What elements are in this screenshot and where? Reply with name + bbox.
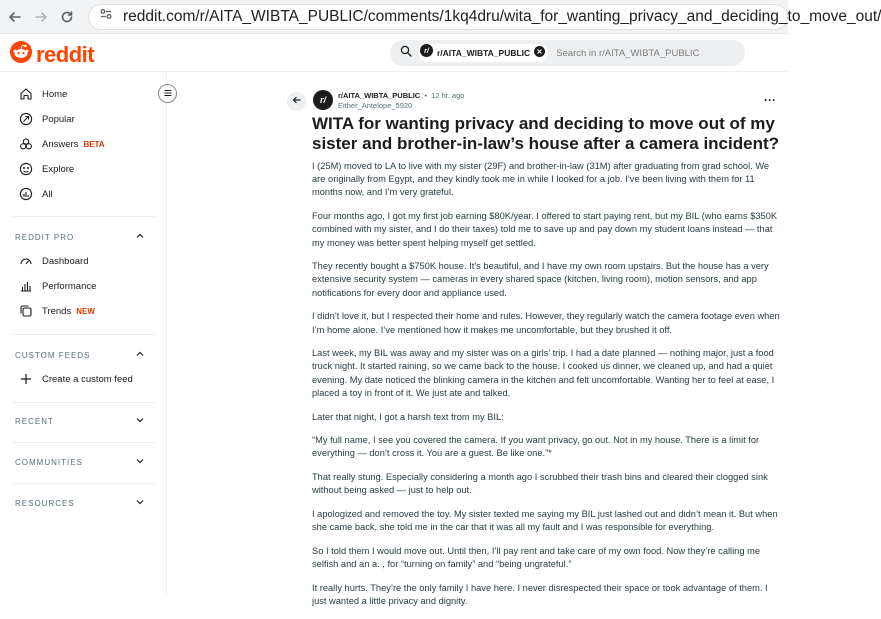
sidebar-item-label: Home xyxy=(42,88,68,100)
reddit-snoo-icon xyxy=(10,41,32,68)
explore-icon xyxy=(18,161,34,177)
custom-feeds-section-header[interactable] xyxy=(15,348,145,362)
post-time: 12 hr. ago xyxy=(431,91,465,100)
post-paragraph: I apologized and removed the toy. My sister texted me saying my BIL just lashed out and didn’t mean it. But when she came back, she told me in the car that it was all my fault and I was responsible for everything. xyxy=(312,509,778,533)
sidebar-item-label: Answers xyxy=(42,138,79,150)
sidebar-item-dashboard[interactable] xyxy=(0,249,160,273)
post-paragraph: That really stung. Especially considering a month ago I scrubbed their trash bins and cleared their clogged sink without being asked — just to help out. xyxy=(312,472,768,496)
reddit-logo[interactable] xyxy=(10,41,94,68)
back-arrow-icon[interactable] xyxy=(6,6,24,28)
reddit-header xyxy=(0,34,788,72)
sidebar-item-label: Popular xyxy=(42,113,75,125)
chip-close-icon[interactable] xyxy=(534,44,545,62)
popular-icon xyxy=(18,111,34,127)
section-header-label: RESOURCES xyxy=(15,498,75,508)
sidebar-item-label: Performance xyxy=(42,280,97,292)
chevron-down-icon[interactable] xyxy=(135,456,145,468)
hamburger-menu-icon xyxy=(163,85,173,103)
post-paragraph: It really hurts. They’re the only family I have here. I never disrespected their space or took advantage of them. I just wanted a little privacy and dignity. xyxy=(312,582,768,607)
subreddit-avatar[interactable] xyxy=(313,90,333,110)
subreddit-link[interactable]: r/AITA_WIBTA_PUBLIC xyxy=(338,91,421,100)
forward-arrow-icon[interactable] xyxy=(32,6,50,28)
svg-text:r/: r/ xyxy=(424,48,429,55)
address-bar[interactable] xyxy=(88,4,881,30)
browser-toolbar xyxy=(0,0,881,34)
sidebar-item-performance[interactable] xyxy=(0,274,160,298)
create-custom-feed-button[interactable] xyxy=(0,367,160,391)
subreddit-search-chip[interactable] xyxy=(418,44,548,62)
dashboard-icon xyxy=(18,253,34,269)
post-title: WITA for wanting privacy and deciding to move out of my sister and brother-in-law’s house after a camera incident? xyxy=(312,114,779,153)
post-paragraph: Last week, my BIL was away and my sister was on a girls’ trip. I had a date planned — nothing major, just a food truck night. It started raining, so we came back to the house. I cooked us dinner, we cleaned up, and had a quiet evening. My date noticed the blinking camera in the kitchen and felt uncomfortable. Wanting her to feel at ease, I placed a toy in front of it. We just ate and talked. xyxy=(312,348,775,398)
performance-icon xyxy=(18,278,34,294)
reload-icon[interactable] xyxy=(58,6,76,28)
chevron-up-icon[interactable] xyxy=(135,349,145,361)
sidebar-item-label: Trends xyxy=(42,305,72,317)
post-paragraph: So I told them I would move out. Until then, I’ll pay rent and take care of my own food. Now they’re calling me selfish and an a. , for “turning on family” and “being ungrateful.” xyxy=(312,545,761,570)
subreddit-logo-icon: r/ xyxy=(319,95,326,105)
resources-section-header[interactable] xyxy=(15,496,145,510)
more-options-icon[interactable]: ··· xyxy=(764,93,776,107)
url-text: reddit.com/r/AITA_WIBTA_PUBLIC/comments/1kq4dru/wita_for_wanting_privacy_and_deciding_to_move_out/ xyxy=(123,7,881,25)
post-paragraph: They recently bought a $750K house. It’s beautiful, and I have my own room upstairs. But the house has a very extensive security system — cameras in every shared space (kitchen, living room), motion sensors, and app notifications for every door and appliance used. xyxy=(312,261,769,298)
post-paragraph: I didn’t love it, but I respected their home and rules. However, they regularly watch the camera footage even when I’m home alone. I’ve mentioned how it makes me uncomfortable, but they brushed it off. xyxy=(312,311,780,335)
left-sidebar xyxy=(0,72,167,596)
post-author[interactable]: Either_Antelope_5920 xyxy=(338,101,413,110)
sidebar-item-popular[interactable] xyxy=(0,107,160,131)
section-header-label: CUSTOM FEEDS xyxy=(15,350,91,360)
section-header-label: COMMUNITIES xyxy=(15,457,83,467)
section-header-label: RECENT xyxy=(15,416,54,426)
post-paragraph: Four months ago, I got my first job earning $80K/year. I offered to start paying rent, but my BIL (who earns $350K combined with my sister, and I do their taxes) told me to save up and pay down my student loans instead — that my money was better spent helping myself get settled. xyxy=(312,211,778,248)
post-paragraph: “My full name, I see you covered the camera. If you want privacy, go out. Not in my house. There is a limit for everything — don’t cross it. You are a guest. Be like one.”* xyxy=(312,435,760,459)
logo-text: reddit xyxy=(36,41,95,67)
plus-icon xyxy=(18,371,34,387)
post-meta xyxy=(338,91,464,100)
sidebar-item-label: Explore xyxy=(42,163,75,175)
chevron-up-icon[interactable] xyxy=(135,231,145,243)
search-bar[interactable] xyxy=(390,40,745,66)
home-icon xyxy=(18,86,34,102)
sidebar-divider xyxy=(12,402,155,403)
chevron-down-icon[interactable] xyxy=(135,415,145,427)
beta-badge: BETA xyxy=(83,139,105,149)
sidebar-item-label: Dashboard xyxy=(42,255,89,267)
search-placeholder: Search in r/AITA_WIBTA_PUBLIC xyxy=(556,47,700,59)
search-chip-label: r/AITA_WIBTA_PUBLIC xyxy=(437,48,531,58)
sidebar-item-answers[interactable] xyxy=(0,132,160,156)
search-icon xyxy=(400,44,412,62)
back-button[interactable] xyxy=(287,92,306,111)
subreddit-chip-avatar-icon xyxy=(420,44,433,62)
sidebar-item-home[interactable] xyxy=(0,82,160,106)
post-paragraph: I (25M) moved to LA to live with my sister (29F) and brother-in-law (31M) after graduating from grad school. We are originally from Egypt, and they kindly took me in while I looked for a job. I’ve been living with them for 11 months now, and I’m very grateful. xyxy=(312,161,770,198)
sidebar-item-all[interactable] xyxy=(0,182,160,206)
create-feed-label: Create a custom feed xyxy=(42,373,133,385)
sidebar-item-trends[interactable] xyxy=(0,299,160,323)
trends-icon xyxy=(18,303,34,319)
post-paragraph: Later that night, I got a harsh text from my BIL: xyxy=(312,411,504,422)
site-settings-icon[interactable] xyxy=(99,7,113,26)
communities-section-header[interactable] xyxy=(15,455,145,469)
sidebar-divider xyxy=(12,334,155,335)
sidebar-item-explore[interactable] xyxy=(0,157,160,181)
back-arrow-icon xyxy=(292,95,302,108)
recent-section-header[interactable] xyxy=(15,414,145,428)
reddit-pro-section-header[interactable] xyxy=(15,230,145,244)
collapse-sidebar-button[interactable] xyxy=(158,84,177,103)
sidebar-item-label: All xyxy=(42,188,53,200)
all-icon xyxy=(18,186,34,202)
chevron-down-icon[interactable] xyxy=(135,497,145,509)
post-body xyxy=(312,160,780,619)
new-badge: NEW xyxy=(76,306,95,316)
answers-icon xyxy=(18,136,34,152)
sidebar-divider xyxy=(12,442,155,443)
sidebar-divider xyxy=(12,483,155,484)
section-header-label: REDDIT PRO xyxy=(15,232,75,242)
sidebar-divider xyxy=(12,216,155,217)
meta-separator: • xyxy=(424,91,427,100)
